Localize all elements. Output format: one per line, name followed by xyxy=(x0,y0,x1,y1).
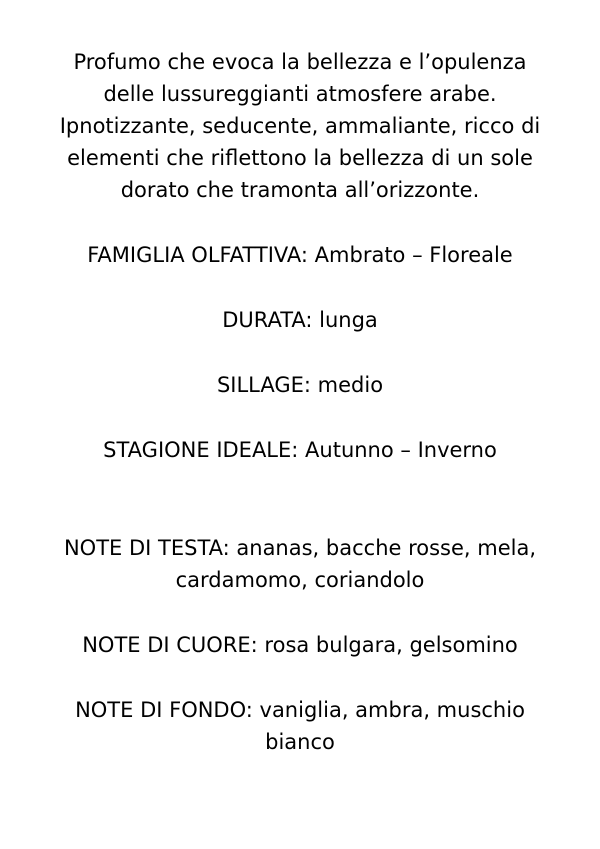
sillage: SILLAGE: medio xyxy=(216,373,384,397)
base-notes-line: bianco xyxy=(265,730,335,754)
description-line: elementi che riflettono la bellezza di un sole xyxy=(67,146,533,170)
top-notes xyxy=(0,532,600,596)
olfactory-family: FAMIGLIA OLFATTIVA: Ambrato – Floreale xyxy=(87,243,513,267)
duration: DURATA: lunga xyxy=(222,308,378,332)
description-line: dorato che tramonta all’orizzonte. xyxy=(120,178,480,202)
description-line: Profumo che evoca la bellezza e l’opulenza xyxy=(73,50,527,74)
base-notes xyxy=(0,694,600,758)
base-notes-line: NOTE DI FONDO: vaniglia, ambra, muschio xyxy=(75,698,525,722)
description-line: delle lussureggianti atmosfere arabe. xyxy=(103,82,497,106)
top-notes-line: cardamomo, coriandolo xyxy=(175,568,425,592)
heart-notes: NOTE DI CUORE: rosa bulgara, gelsomino xyxy=(82,633,518,657)
ideal-season: STAGIONE IDEALE: Autunno – Inverno xyxy=(103,438,497,462)
top-notes-line: NOTE DI TESTA: ananas, bacche rosse, mela, xyxy=(63,536,537,560)
perfume-description xyxy=(0,46,600,206)
description-line: Ipnotizzante, seducente, ammaliante, ricco di xyxy=(59,114,541,138)
